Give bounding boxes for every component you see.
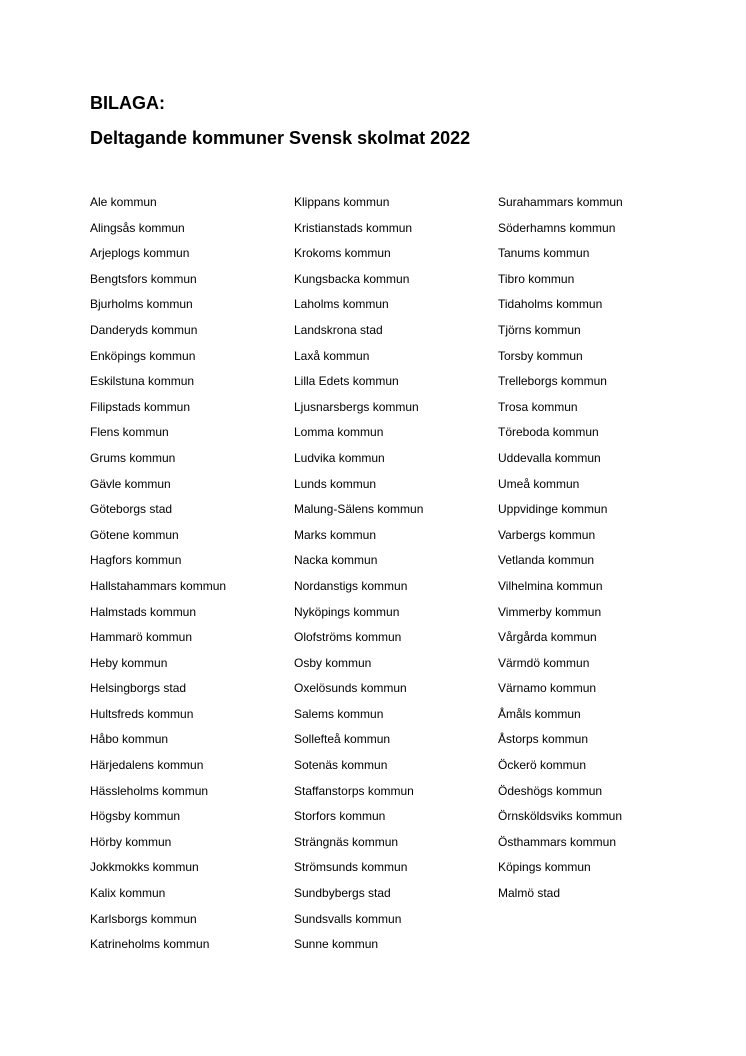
municipality-item: Salems kommun [294,706,384,721]
municipality-item: Sotenäs kommun [294,758,388,773]
municipality-item: Varbergs kommun [498,527,596,542]
municipality-item: Oxelösunds kommun [294,681,407,696]
municipality-item: Tibro kommun [498,271,575,286]
municipality-item: Nordanstigs kommun [294,578,408,593]
municipality-item: Uddevalla kommun [498,450,601,465]
municipality-item: Värmdö kommun [498,655,590,670]
municipality-item: Håbo kommun [90,732,169,747]
municipality-item: Hagfors kommun [90,553,182,568]
municipality-item: Hallstahammars kommun [90,578,227,593]
municipality-item: Karlsborgs kommun [90,911,197,926]
appendix-label: BILAGA: [90,93,165,113]
municipality-item: Sollefteå kommun [294,732,391,747]
municipality-item: Halmstads kommun [90,604,197,619]
municipality-item: Sundsvalls kommun [294,911,402,926]
municipality-item: Örnsköldsviks kommun [498,809,623,824]
municipality-column-3 [498,194,623,911]
municipality-item: Laxå kommun [294,348,370,363]
municipality-item: Söderhamns kommun [498,220,616,235]
municipality-item: Eskilstuna kommun [90,374,195,389]
municipality-item: Lilla Edets kommun [294,374,399,389]
municipality-item: Åstorps kommun [498,732,589,747]
municipality-item: Härjedalens kommun [90,758,204,773]
municipality-item: Östhammars kommun [498,834,617,849]
municipality-item: Laholms kommun [294,297,389,312]
municipality-item: Krokoms kommun [294,246,391,261]
municipality-item: Grums kommun [90,450,176,465]
municipality-item: Öckerö kommun [498,758,587,773]
municipality-item: Töreboda kommun [498,425,599,440]
municipality-item: Landskrona stad [294,322,383,337]
municipality-item: Uppvidinge kommun [498,502,608,517]
municipality-item: Klippans kommun [294,195,390,209]
municipality-item: Lunds kommun [294,476,377,491]
municipality-item: Osby kommun [294,655,372,670]
document-title: Deltagande kommuner Svensk skolmat 2022 [90,128,471,148]
municipality-item: Göteborgs stad [90,502,173,517]
municipality-item: Malung-Sälens kommun [294,502,424,517]
municipality-item: Kungsbacka kommun [294,271,410,286]
municipality-item: Ödeshögs kommun [498,783,603,798]
municipality-item: Sunne kommun [294,937,379,952]
municipality-column-2 [294,194,423,962]
municipality-item: Tidaholms kommun [498,297,603,312]
municipality-column-1 [90,194,226,962]
municipality-item: Lomma kommun [294,425,384,440]
municipality-item: Hörby kommun [90,834,172,849]
municipality-item: Tanums kommun [498,246,590,261]
municipality-item: Hultsfreds kommun [90,706,194,721]
municipality-item: Vårgårda kommun [498,630,597,645]
municipality-item: Enköpings kommun [90,348,196,363]
municipality-item: Heby kommun [90,655,168,670]
municipality-item: Helsingborgs stad [90,681,187,696]
municipality-item: Hässleholms kommun [90,783,209,798]
municipality-item: Kalix kommun [90,886,166,901]
municipality-item: Trelleborgs kommun [498,374,607,389]
municipality-item: Malmö stad [498,886,561,901]
municipality-item: Filipstads kommun [90,399,191,414]
municipality-item: Köpings kommun [498,860,591,875]
municipality-item: Värnamo kommun [498,681,597,696]
municipality-item: Åmåls kommun [498,706,581,721]
municipality-item: Olofströms kommun [294,630,402,645]
municipality-item: Katrineholms kommun [90,937,210,952]
municipality-item: Jokkmokks kommun [90,860,199,875]
municipality-item: Trosa kommun [498,399,578,414]
municipality-item: Umeå kommun [498,476,580,491]
municipality-item: Flens kommun [90,425,169,440]
municipality-item: Vetlanda kommun [498,553,595,568]
municipality-item: Gävle kommun [90,476,171,491]
municipality-item: Nacka kommun [294,553,378,568]
municipality-item: Nyköpings kommun [294,604,400,619]
municipality-item: Götene kommun [90,527,179,542]
municipality-item: Bjurholms kommun [90,297,193,312]
municipality-item: Kristianstads kommun [294,220,413,235]
municipality-item: Ljusnarsbergs kommun [294,399,419,414]
municipality-item: Ludvika kommun [294,450,385,465]
municipality-item: Danderyds kommun [90,322,198,337]
municipality-item: Arjeplogs kommun [90,246,190,261]
municipality-item: Staffanstorps kommun [294,783,414,798]
municipality-item: Vilhelmina kommun [498,578,603,593]
municipality-item: Torsby kommun [498,348,583,363]
municipality-item: Alingsås kommun [90,220,185,235]
municipality-item: Högsby kommun [90,809,181,824]
municipality-item: Sundbybergs stad [294,886,391,901]
municipality-item: Hammarö kommun [90,630,193,645]
municipality-item: Marks kommun [294,527,377,542]
municipality-item: Strömsunds kommun [294,860,408,875]
municipality-item: Ale kommun [90,195,157,209]
municipality-item: Vimmerby kommun [498,604,602,619]
municipality-item: Storfors kommun [294,809,386,824]
municipality-item: Tjörns kommun [498,322,581,337]
municipality-item: Bengtsfors kommun [90,271,197,286]
municipality-item: Surahammars kommun [498,195,623,209]
municipality-item: Strängnäs kommun [294,834,399,849]
